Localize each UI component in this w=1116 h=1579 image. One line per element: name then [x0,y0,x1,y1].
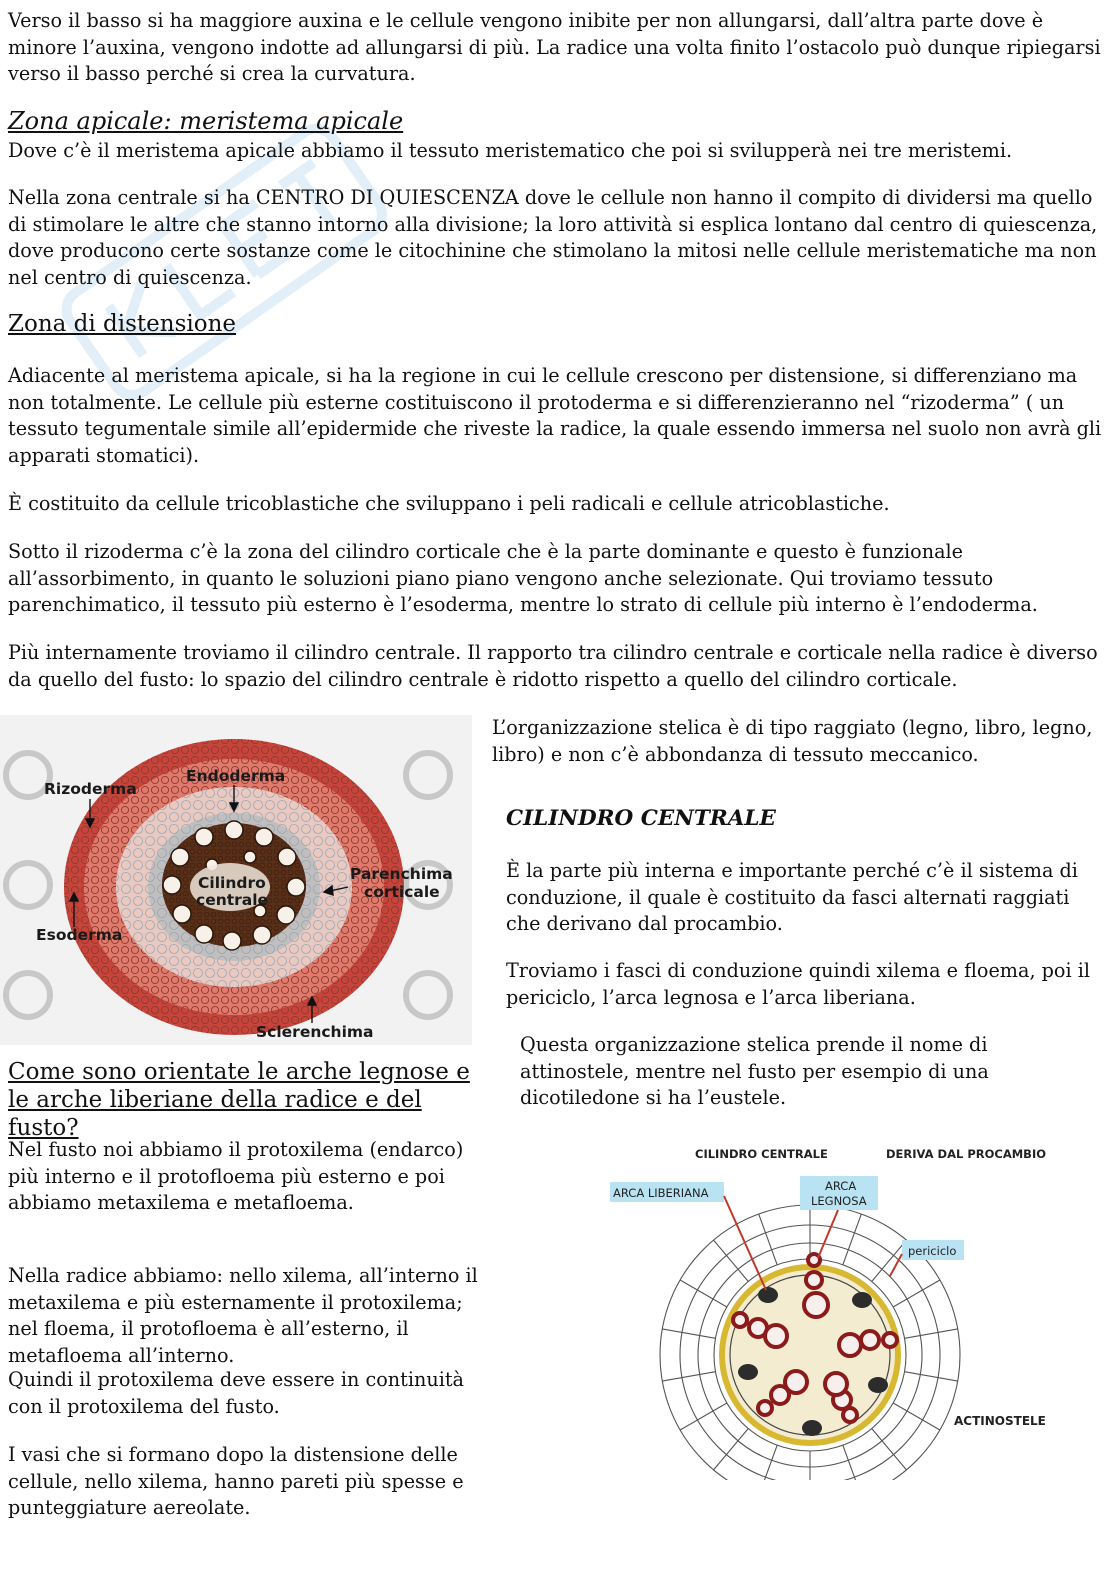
label-endoderma: Endoderma [186,767,286,785]
paragraph-conduzione: È la parte più interna e importante perché c’è il sistema di conduzione, il quale è costituito da fasci alternati raggiati che derivano dal procambio. [506,859,1078,935]
actinostele-figure [600,1140,1050,1480]
label-centrale: centrale [196,891,269,909]
paragraph-fasci: Troviamo i fasci di conduzione quindi xilema e floema, poi il periciclo, l’arca legnosa e l’arca liberiana. [506,959,1090,1009]
label-sclerenchima: Sclerenchima [256,1023,374,1041]
label-parenchima: Parenchima [350,865,453,883]
paragraph-radice: Nella radice abbiamo: nello xilema, all’interno il metaxilema e più esternamente il protoxilema; nel floema, il protofloema è all’esterno, il metafloema all’interno. [8,1264,478,1367]
paragraph-vasi: I vasi che si formano dopo la distensione delle cellule, nello xilema, hanno pareti più spesse e punteggiature aereolate. [8,1443,464,1519]
label-actinostele: ACTINOSTELE [954,1414,1046,1428]
label-cilindro: Cilindro [198,874,266,892]
label-arca: ARCA [825,1179,857,1193]
heading-arche: Come sono orientate le arche legnose e le arche liberiane della radice e del fusto? [8,1059,470,1141]
paragraph-quiescenza: Nella zona centrale si ha CENTRO DI QUIESCENZA dove le cellule non hanno il compito di dividersi ma quello di stimolare le altre che stanno intorno alla divisione; la loro attività si esplica lontano dal centro di quiescenza, dove producono certe sostanze come le citochinine che stimolano la mitosi nelle cellule meristematiche ma non nel centro di quiescenza. [8,186,1098,289]
label-esoderma: Esoderma [36,926,123,944]
paragraph-continuita: Quindi il protoxilema deve essere in continuità con il protoxilema del fusto. [8,1368,464,1418]
paragraph-cilindro-centrale: Più internamente troviamo il cilindro centrale. Il rapporto tra cilindro centrale e corticale nella radice è diverso da quello del fusto: lo spazio del cilindro centrale è ridotto rispetto a quello del cilindro corticale. [8,641,1098,691]
label-legnosa: LEGNOSA [811,1194,867,1208]
label-cilindro-centrale: CILINDRO CENTRALE [695,1147,828,1161]
paragraph-tricoblastiche: È costituito da cellule tricoblastiche che sviluppano i peli radicali e cellule atricoblastiche. [8,492,890,515]
label-deriva-procambio: DERIVA DAL PROCAMBIO [886,1147,1047,1161]
paragraph-meristema: Dove c’è il meristema apicale abbiamo il tessuto meristematico che poi si svilupperà nei tre meristemi. [8,139,1013,162]
label-corticale: corticale [364,883,440,901]
heading-zona-distensione: Zona di distensione [8,311,237,337]
paragraph-cilindro-corticale: Sotto il rizoderma c’è la zona del cilindro corticale che è la parte dominante e questo è funzionale all’assorbimento, in quanto le soluzioni piano piano vengono anche selezionate. Qui troviamo tessuto parenchimatico, il tessuto più esterno è l’esoderma, mentre lo strato di cellule più interno è l’endoderma. [8,540,1038,616]
paragraph-auxina: Verso il basso si ha maggiore auxina e le cellule vengono inibite per non allungarsi, dall’altra parte dove è minore l’auxina, vengono indotte ad allungarsi di più. La radice una volta finito l’ostacolo può dunque ripiegarsi verso il basso perché si crea la curvatura. [8,9,1101,85]
paragraph-attinostele: Questa organizzazione stelica prende il nome di attinostele, mentre nel fusto per esempio di una dicotiledone si ha l’eustele. [520,1033,989,1109]
paragraph-distensione: Adiacente al meristema apicale, si ha la regione in cui le cellule crescono per distensione, si differenziano ma non totalmente. Le cellule più esterne costituiscono il protoderma e si differenzieranno nel “rizoderma” ( un tessuto tegumentale simile all’epidermide che riveste la radice, la quale essendo immersa nel suolo non avrà gli apparati stomatici). [8,364,1102,467]
root-cross-section-figure [0,715,472,1045]
heading-cilindro-centrale: CILINDRO CENTRALE [506,806,776,831]
paragraph-organizzazione: L’organizzazione stelica è di tipo raggiato (legno, libro, legno, libro) e non c’è abbondanza di tessuto meccanico. [492,716,1093,766]
label-periciclo: periciclo [908,1244,957,1258]
paragraph-fusto: Nel fusto noi abbiamo il protoxilema (endarco) più interno e il protofloema più esterno e poi abbiamo metaxilema e metafloema. [8,1138,464,1214]
heading-zona-apicale: Zona apicale: meristema apicale [8,107,404,135]
label-rizoderma: Rizoderma [44,780,137,798]
label-arca-liberiana: ARCA LIBERIANA [613,1186,709,1200]
